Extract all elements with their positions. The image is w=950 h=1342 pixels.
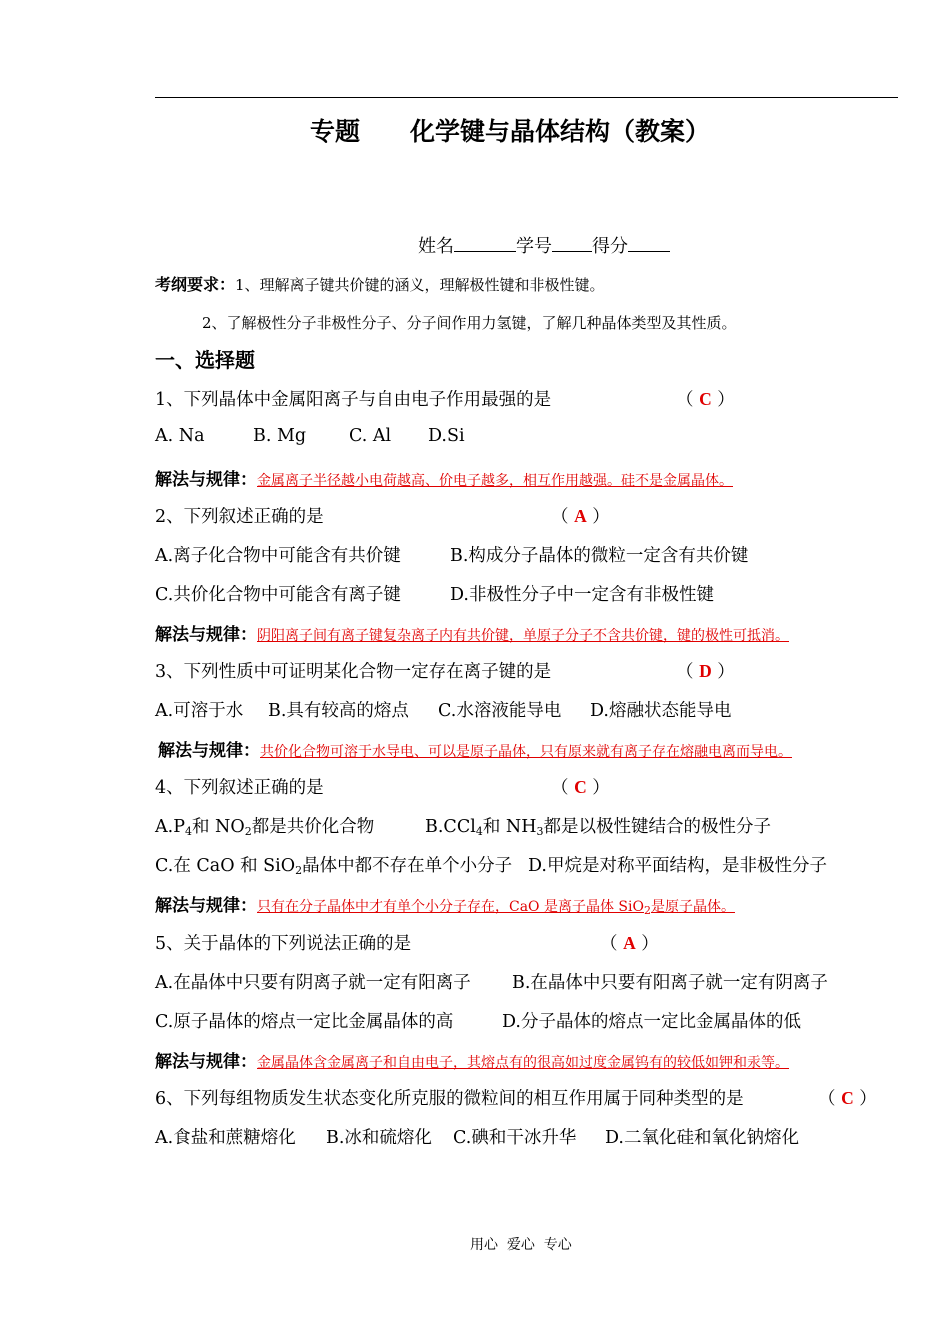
score-label: 得分 [592,236,628,257]
option: D.熔融状态能导电 [590,701,732,721]
option: A.离子化合物中可能含有共价键 [155,546,401,566]
answer-paren: （ A ） [551,506,610,527]
solution-text: 只有在分子晶体中才有单个小分子存在，CaO 是离子晶体 SiO$_2$是原子晶体。 [257,899,735,917]
option: B.构成分子晶体的微粒一定含有共价键 [450,546,749,566]
solution-line [155,465,733,490]
question-stem: 2、下列叙述正确的是 [155,507,324,527]
title-prefix: 专题 [310,117,361,146]
requirements-text-2: 2、了解极性分子非极性分子、分子间作用力氢键，了解几种晶体类型及其性质。 [202,314,737,332]
question-stem: 1、下列晶体中金属阳离子与自由电子作用最强的是 [155,390,552,410]
requirements-line-1 [155,272,605,295]
option: B.具有较高的熔点 [268,701,409,721]
score-blank[interactable] [628,233,670,252]
page-footer: 用心 爱心 专心 [470,1237,572,1253]
solution-line [155,1047,789,1072]
answer-paren: （ D ） [676,661,735,682]
page-title [310,112,710,148]
answer-value: C [574,777,587,797]
solution-text: 共价化合物可溶于水导电、可以是原子晶体，只有原来就有离子存在熔融电离而导电。 [260,744,792,760]
id-blank[interactable] [552,233,592,252]
answer-paren: （ A ） [600,933,659,954]
requirements-line-2 [202,312,737,333]
solution-label: 解法与规律： [155,625,257,645]
requirements-label: 考纲要求： [155,275,236,294]
option: D.非极性分子中一定含有非极性键 [450,585,714,605]
question-stem: 6、下列每组物质发生状态变化所克服的微粒间的相互作用属于同种类型的是 [155,1089,744,1109]
option: A.可溶于水 [155,701,244,721]
answer-paren: （ C ） [818,1088,877,1109]
id-label: 学号 [516,236,552,257]
solution-line [158,736,792,761]
option: D.二氧化硅和氧化钠熔化 [605,1128,799,1148]
option: A.食盐和蔗糖熔化 [155,1128,296,1148]
solution-line [155,620,789,645]
solution-text: 金属离子半径越小电荷越高、价电子越多，相互作用越强。硅不是金属晶体。 [257,473,733,489]
option-c: C.在 CaO 和 SiO$_2$晶体中都不存在单个小分子 [155,856,513,877]
student-info [418,232,670,258]
option: A. Na [155,426,205,446]
solution-label: 解法与规律： [155,1052,257,1072]
solution-text: 金属晶体含金属离子和自由电子，其熔点有的很高如过度金属钨有的较低如钾和汞等。 [257,1055,789,1071]
section-title: 一、选择题 [155,348,255,372]
answer-paren: （ C ） [551,777,610,798]
answer-value: C [699,389,712,409]
option: B.在晶体中只要有阳离子就一定有阴离子 [512,973,828,993]
solution-text: 阴阳离子间有离子键复杂离子内有共价键，单原子分子不含共价键，键的极性可抵消。 [257,628,789,644]
name-blank[interactable] [454,233,516,252]
option: B.冰和硫熔化 [326,1128,432,1148]
option: C.共价化合物中可能含有离子键 [155,585,401,605]
title-main: 化学键与晶体结构（教案） [410,117,711,146]
requirements-text-1: 1、理解离子键共价键的涵义，理解极性键和非极性键。 [235,276,605,294]
answer-value: D [699,661,712,681]
solution-label: 解法与规律： [155,896,257,916]
option: C.碘和干冰升华 [453,1128,577,1148]
option: C.原子晶体的熔点一定比金属晶体的高 [155,1012,454,1032]
answer-paren: （ C ） [676,389,735,410]
option-a: $A.P_4$和 $NO_2$都是共价化合物 [155,817,375,838]
option: D.分子晶体的熔点一定比金属晶体的低 [502,1012,801,1032]
header-rule [155,97,898,98]
solution-line [155,891,735,917]
option: C. Al [349,426,392,446]
question-stem: 3、下列性质中可证明某化合物一定存在离子键的是 [155,662,552,682]
answer-value: A [623,933,636,953]
option: B. Mg [253,426,307,446]
solution-label: 解法与规律： [155,470,257,490]
option: D.Si [428,426,465,446]
answer-value: C [841,1088,854,1108]
question-stem: 5、关于晶体的下列说法正确的是 [155,934,412,954]
solution-label: 解法与规律： [158,741,260,761]
option-b: B.CCl$_4$和 $NH_3$都是以极性键结合的极性分子 [425,817,771,838]
option-d: D.甲烷是对称平面结构，是非极性分子 [528,856,827,876]
option: C.水溶液能导电 [438,701,562,721]
answer-value: A [574,506,587,526]
question-stem: 4、下列叙述正确的是 [155,778,324,798]
option: A.在晶体中只要有阴离子就一定有阳离子 [155,973,471,993]
name-label: 姓名 [418,236,454,257]
